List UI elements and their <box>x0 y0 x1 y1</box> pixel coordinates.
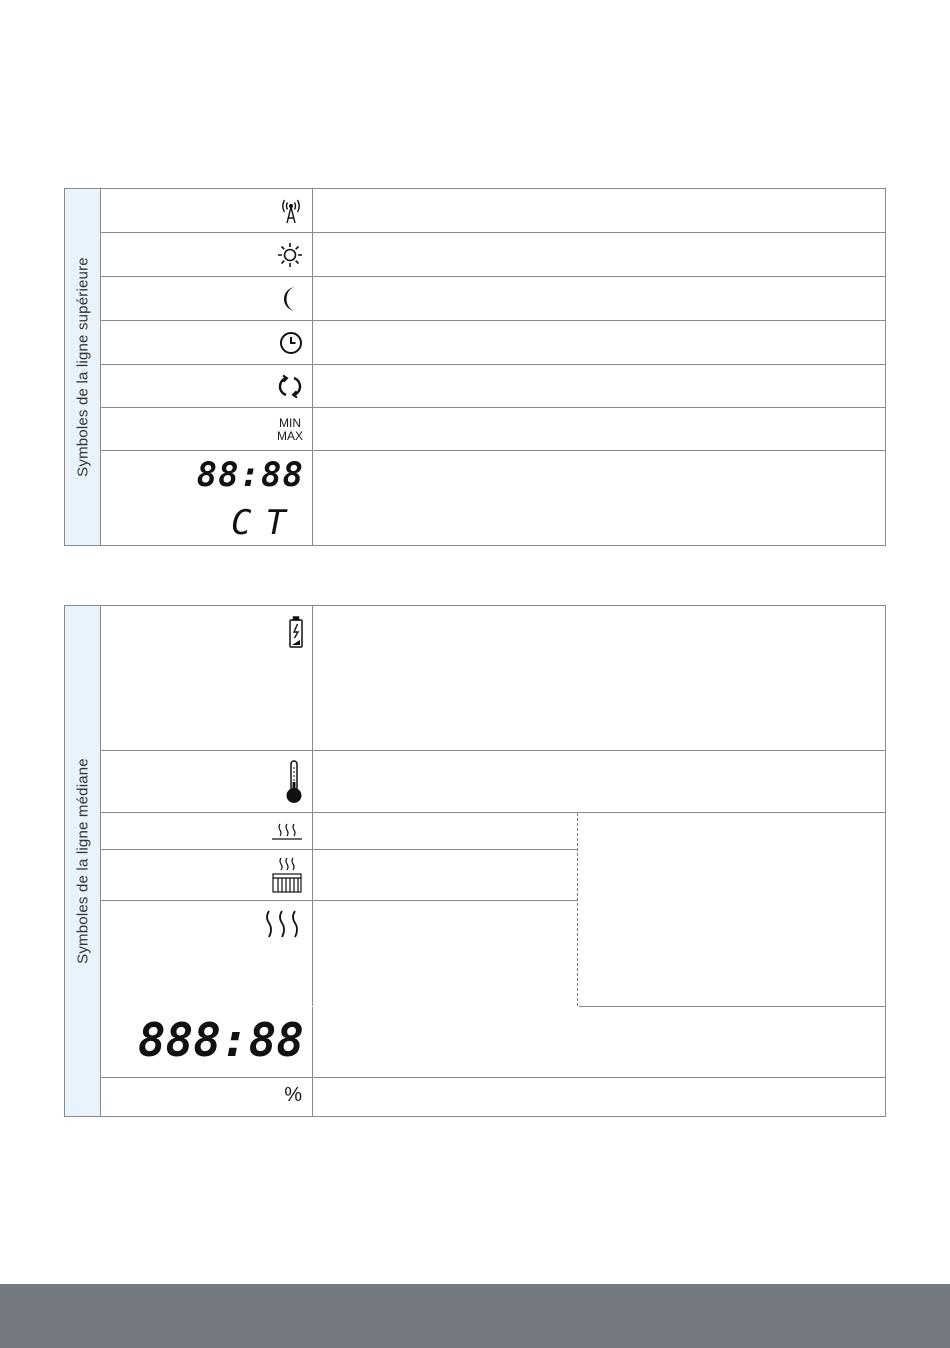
max-text: MAX <box>276 429 303 443</box>
symbol-cell <box>101 451 313 545</box>
upper-side-panel <box>65 189 101 545</box>
min-max-label <box>277 417 303 443</box>
row-cycle <box>101 365 885 408</box>
footer-bar <box>0 1284 950 1348</box>
row-percent <box>101 1078 885 1116</box>
heat-waves-icon <box>262 910 302 938</box>
time-segment-display: 88:88 <box>196 455 304 495</box>
row-thermometer <box>101 751 885 813</box>
row-moon <box>101 277 885 321</box>
large-segment-display: 888:88 <box>137 1013 304 1067</box>
symbol-cell <box>101 408 313 450</box>
cycle-arrows-icon <box>277 374 303 399</box>
row-clock <box>101 321 885 365</box>
battery-charging-icon <box>289 616 303 648</box>
floor-heating-icon <box>272 822 302 840</box>
row-heat-waves <box>101 901 577 1006</box>
ct-segment-display: CT <box>231 503 300 543</box>
percent-symbol: % <box>284 1084 302 1106</box>
row-sun <box>101 233 885 277</box>
row-time-display <box>101 451 885 545</box>
clock-icon <box>279 331 303 355</box>
symbol-cell <box>101 813 313 849</box>
antenna-signal-icon <box>280 198 302 224</box>
symbol-cell <box>101 189 313 232</box>
symbol-cell <box>101 365 313 407</box>
radiator-icon <box>272 857 302 893</box>
upper-side-label: Symboles de la ligne supérieure <box>74 257 91 477</box>
moon-icon <box>282 286 302 312</box>
symbol-cell <box>101 1078 313 1116</box>
upper-symbols-table <box>64 188 886 546</box>
row-antenna <box>101 189 885 233</box>
symbol-cell <box>101 1007 313 1077</box>
min-text: MIN <box>278 416 301 430</box>
symbol-cell <box>101 606 313 750</box>
symbol-cell <box>101 321 313 364</box>
symbol-cell <box>101 233 313 276</box>
middle-symbols-table <box>64 605 886 1117</box>
row-battery <box>101 606 885 751</box>
symbol-cell <box>101 277 313 320</box>
thermometer-icon <box>286 760 302 804</box>
symbol-cell <box>101 751 313 812</box>
dashed-separator <box>577 813 578 1006</box>
row-floor-heating <box>101 813 577 850</box>
row-heat-right-area <box>579 813 885 1007</box>
symbol-cell <box>101 901 313 1006</box>
middle-side-panel <box>65 606 101 1116</box>
row-min-max <box>101 408 885 451</box>
row-radiator <box>101 850 577 901</box>
middle-side-label: Symboles de la ligne médiane <box>74 758 91 964</box>
row-large-display <box>101 1007 885 1078</box>
sun-icon <box>277 242 303 268</box>
symbol-cell <box>101 850 313 900</box>
